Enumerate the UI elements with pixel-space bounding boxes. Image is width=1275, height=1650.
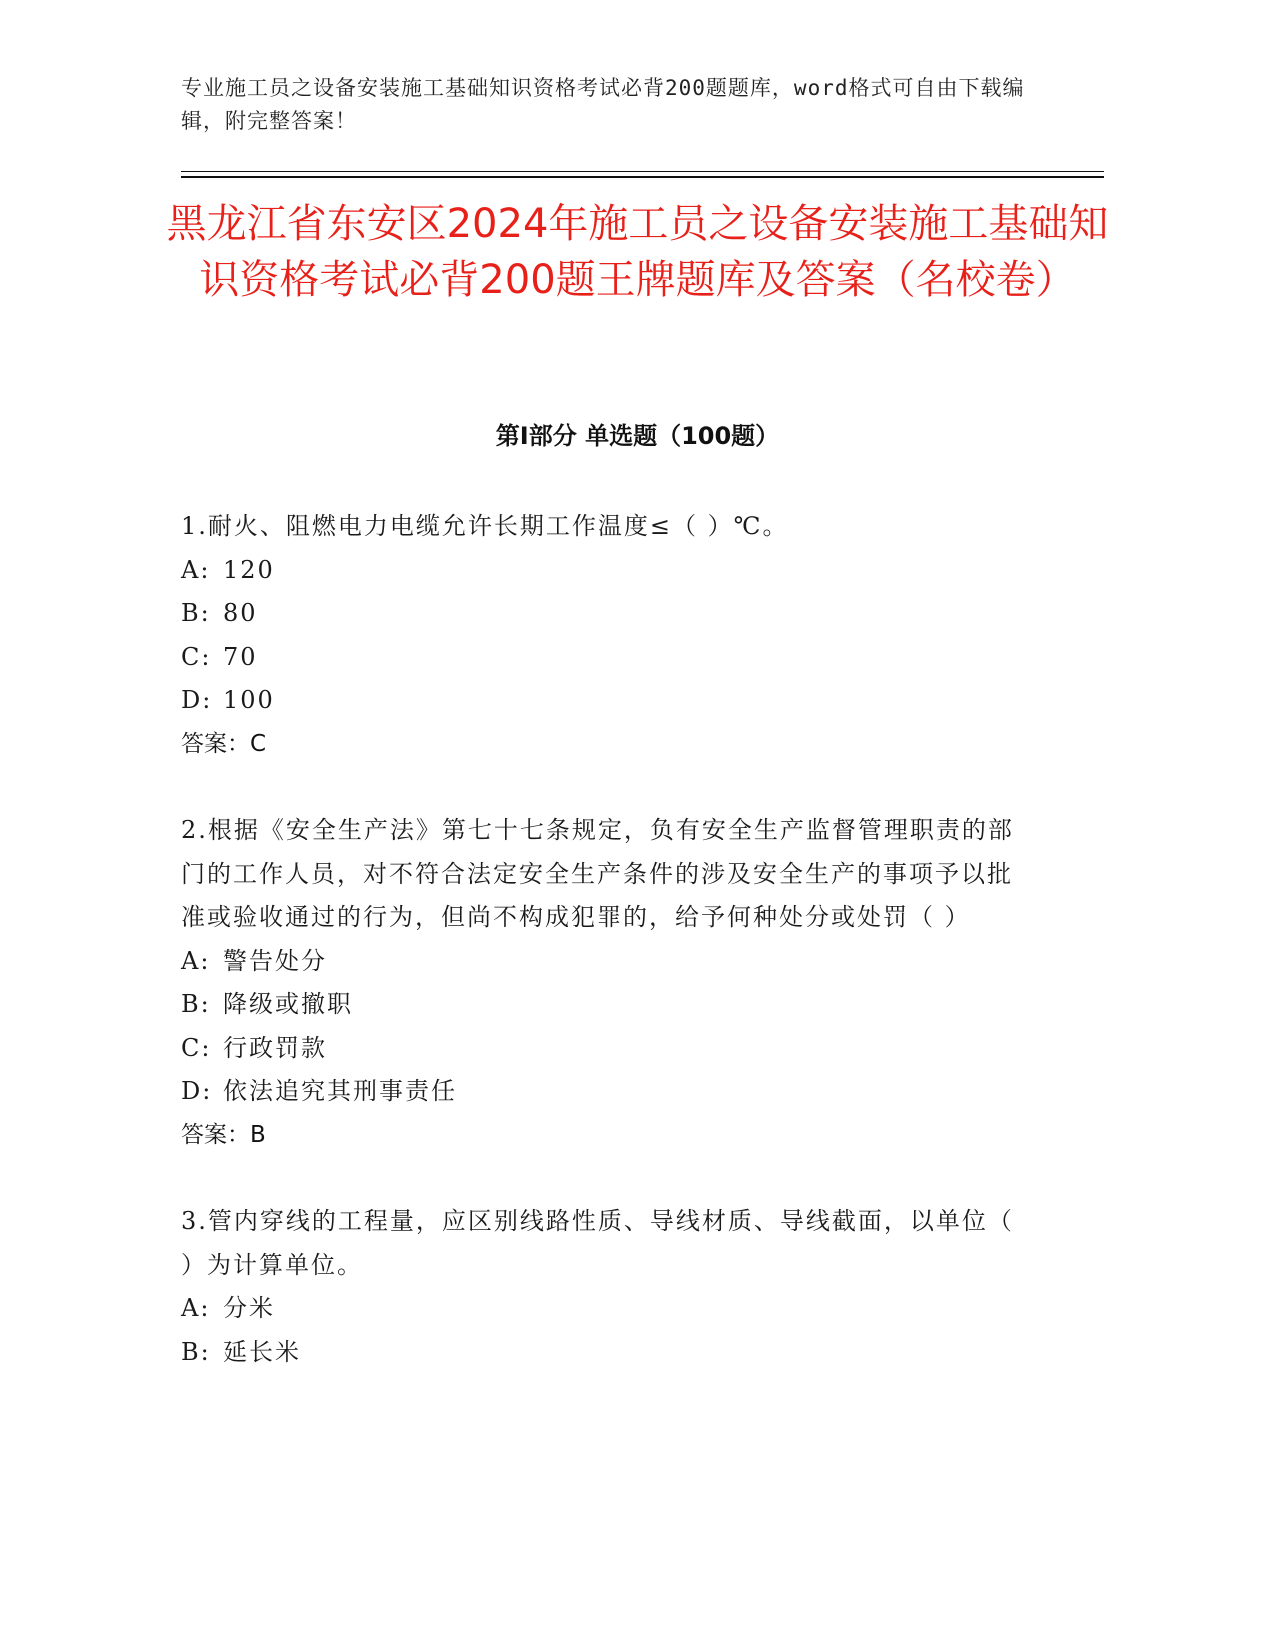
option-text: 降级或撤职 bbox=[223, 990, 353, 1018]
answer-line: 答案：C bbox=[181, 730, 267, 757]
option-d bbox=[181, 1070, 1021, 1114]
section-heading: 第Ⅰ部分 单选题（100题） bbox=[495, 422, 780, 450]
option-c bbox=[181, 1027, 1021, 1071]
question-1 bbox=[181, 505, 1021, 766]
option-letter: C: bbox=[181, 642, 212, 671]
header-note: 专业施工员之设备安装施工基础知识资格考试必背200题题库，word格式可自由下载编辑，附完整答案！ bbox=[181, 76, 1025, 133]
question-stem: 2.根据《安全生产法》第七十七条规定，负有安全生产监督管理职责的部门的工作人员，对不符合法定安全生产条件的涉及安全生产的事项予以批准或验收通过的行为，但尚不构成犯罪的，给予何种处分或处罚（ ） bbox=[181, 816, 1014, 931]
option-letter: A: bbox=[181, 555, 211, 584]
option-letter: A: bbox=[181, 1294, 211, 1322]
option-text: 分米 bbox=[223, 1294, 275, 1322]
option-a bbox=[181, 1287, 1021, 1331]
option-c bbox=[181, 636, 1021, 680]
answer-line: 答案：B bbox=[181, 1121, 266, 1148]
option-a bbox=[181, 549, 1021, 593]
document-title: 黑龙江省东安区2024年施工员之设备安装施工基础知识资格考试必背200题王牌题库及答案（名校卷） bbox=[166, 201, 1109, 303]
question-3 bbox=[181, 1200, 1021, 1374]
option-text: 依法追究其刑事责任 bbox=[223, 1077, 457, 1105]
option-a bbox=[181, 940, 1021, 984]
option-letter: D: bbox=[181, 686, 213, 714]
option-letter: B: bbox=[181, 1337, 211, 1366]
option-b bbox=[181, 983, 1021, 1027]
option-text: 延长米 bbox=[223, 1337, 301, 1366]
option-letter: B: bbox=[181, 599, 211, 627]
option-text: 行政罚款 bbox=[223, 1033, 327, 1062]
option-text: 警告处分 bbox=[223, 946, 327, 975]
question-stem: 3.管内穿线的工程量，应区别线路性质、导线材质、导线截面，以单位（ ）为计算单位。 bbox=[181, 1207, 1014, 1279]
option-b bbox=[181, 592, 1021, 636]
option-d bbox=[181, 679, 1021, 723]
option-letter: A: bbox=[181, 946, 211, 975]
header-divider-thick bbox=[181, 176, 1104, 178]
question-2 bbox=[181, 809, 1021, 1157]
option-text: 120 bbox=[223, 555, 275, 584]
question-stem: 1.耐火、阻燃电力电缆允许长期工作温度≤（ ）℃。 bbox=[181, 512, 789, 540]
option-text: 100 bbox=[223, 686, 275, 714]
option-letter: C: bbox=[181, 1033, 212, 1062]
option-letter: D: bbox=[181, 1077, 213, 1105]
option-b bbox=[181, 1331, 1021, 1375]
option-text: 70 bbox=[223, 642, 258, 671]
option-letter: B: bbox=[181, 990, 211, 1018]
option-text: 80 bbox=[223, 599, 258, 627]
question-list bbox=[181, 505, 1021, 1417]
header-divider-thin bbox=[181, 171, 1104, 172]
